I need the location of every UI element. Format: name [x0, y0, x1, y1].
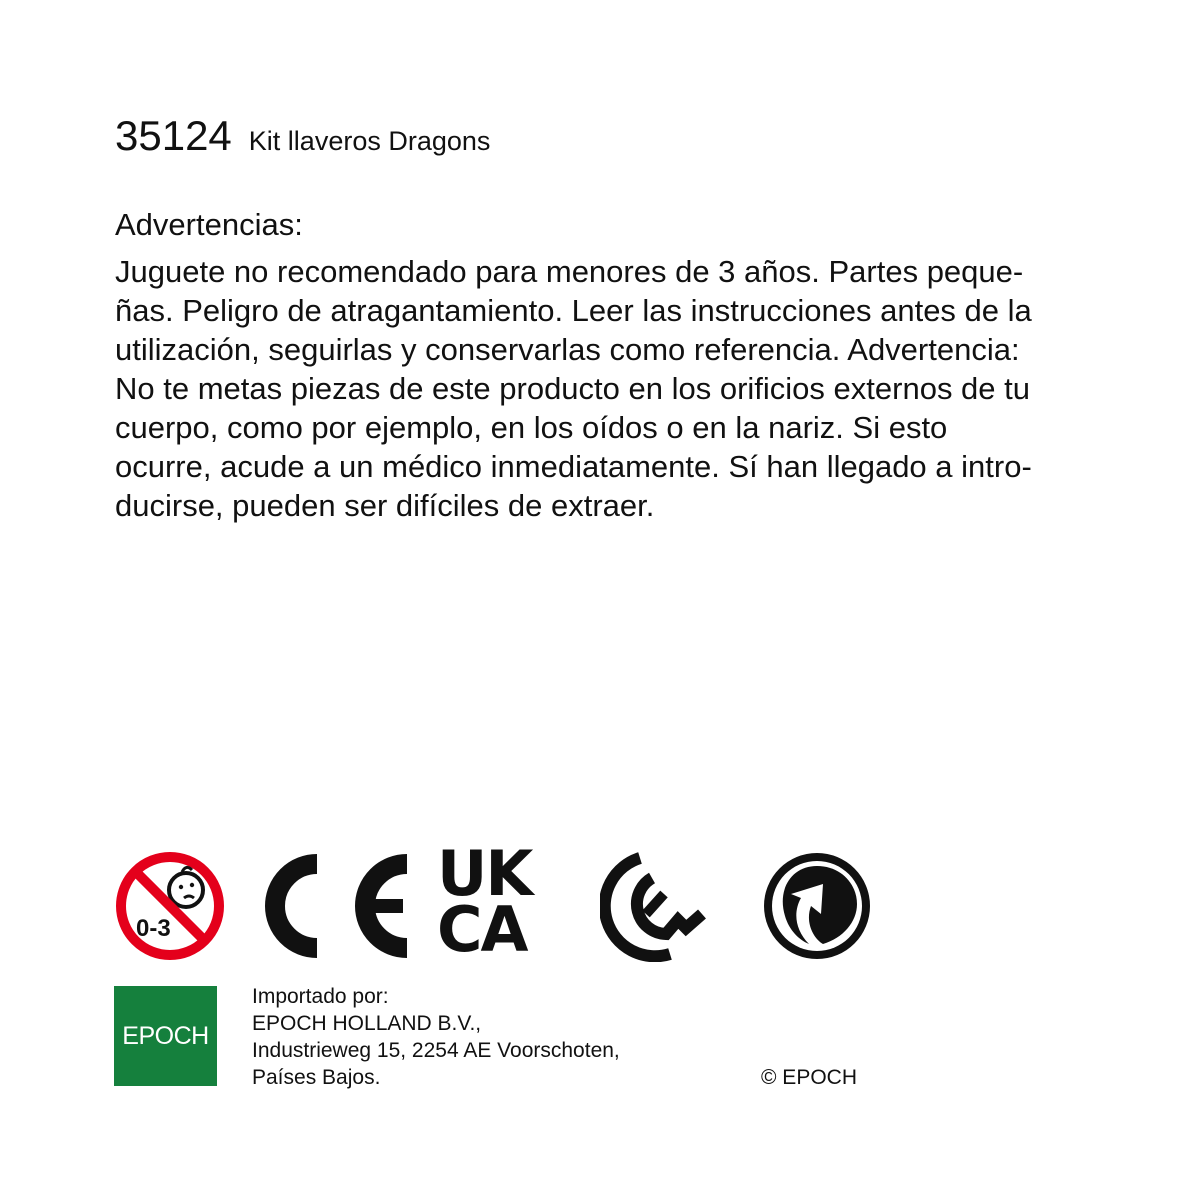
- importer-info: [252, 983, 620, 1091]
- warnings-text: [115, 252, 1032, 525]
- warnings-line: Juguete no recomendado para menores de 3 años. Partes peque-: [115, 254, 1024, 289]
- product-code: 35124: [115, 112, 232, 159]
- copyright-notice: © EPOCH: [761, 1066, 857, 1089]
- green-dot-icon: [761, 850, 873, 962]
- ce-mark-icon: [255, 852, 410, 960]
- not-suitable-under-3-icon: [114, 850, 226, 962]
- warnings-line: utilización, seguirlas y conservarlas como referencia. Advertencia:: [115, 332, 1020, 367]
- importer-line: Importado por:: [252, 985, 389, 1008]
- warnings-line: ducirse, pueden ser difíciles de extraer.: [115, 488, 655, 523]
- ukca-bottom: CA: [437, 893, 527, 966]
- ukca-top: UK: [437, 837, 532, 910]
- importer-line: EPOCH HOLLAND B.V.,: [252, 1012, 482, 1035]
- warnings-line: ñas. Peligro de atragantamiento. Leer las instrucciones antes de la: [115, 293, 1032, 328]
- epoch-logo: [114, 986, 217, 1086]
- warnings-line: No te metas piezas de este producto en los orificios externos de tu: [115, 371, 1030, 406]
- epoch-logo-text: EPOCH: [122, 1021, 209, 1050]
- warnings-title: Advertencias:: [115, 207, 303, 242]
- recyclable-packaging-icon: [600, 850, 712, 962]
- age-label: 0-3: [136, 915, 171, 942]
- ukca-mark-icon: [437, 837, 552, 966]
- warnings-line: ocurre, acude a un médico inmediatamente. Sí han llegado a intro-: [115, 449, 1032, 484]
- warnings-line: cuerpo, como por ejemplo, en los oídos o en la nariz. Si esto: [115, 410, 948, 445]
- importer-line: Países Bajos.: [252, 1066, 381, 1089]
- product-header: [115, 112, 490, 160]
- importer-line: Industrieweg 15, 2254 AE Voorschoten,: [252, 1039, 620, 1062]
- product-name: Kit llaveros Dragons: [248, 126, 491, 156]
